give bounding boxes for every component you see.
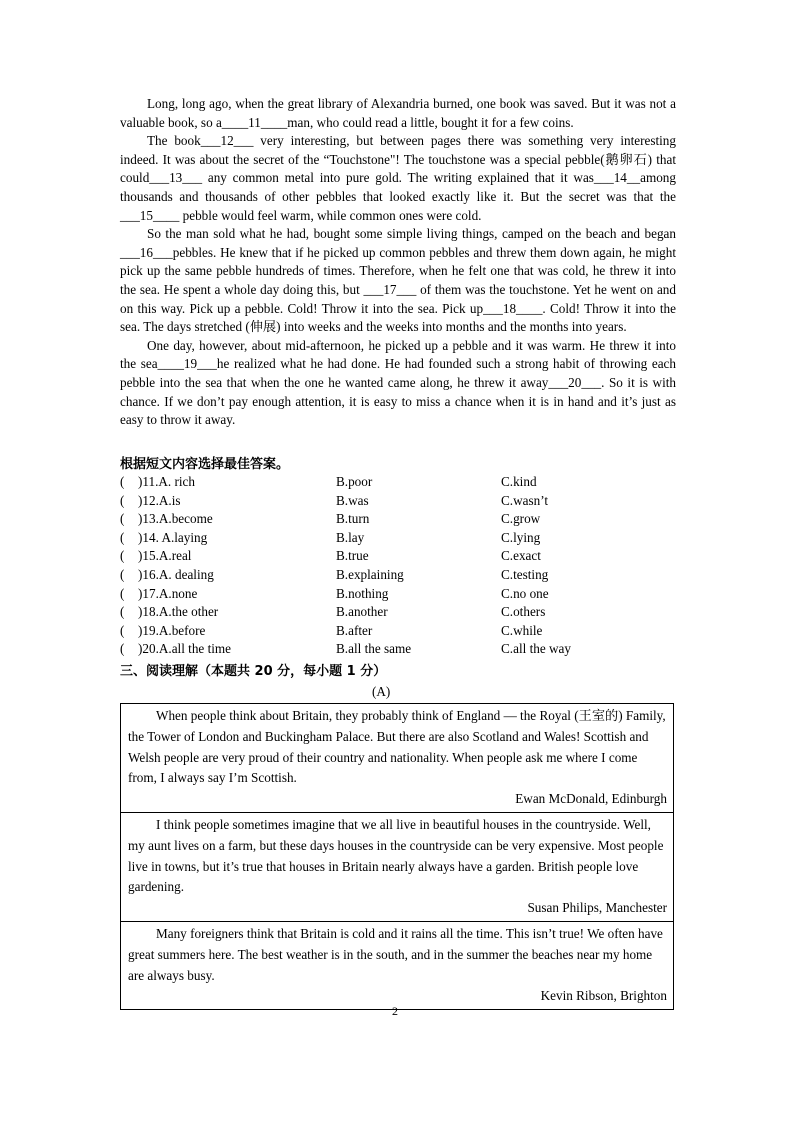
question-list xyxy=(120,473,680,659)
reading-entry xyxy=(121,922,673,1009)
option-c: C.while xyxy=(501,622,543,638)
option-c: C.exact xyxy=(501,548,541,564)
answer-blank[interactable]: ( xyxy=(120,492,125,508)
option-a: )12.A.is xyxy=(138,492,181,508)
section-title: 三、阅读理解（本题共 20 分，每小题 1 分） xyxy=(120,664,387,679)
entry-text: When people think about Britain, they probably think of England — the Royal (王室的) Family, the Tower of London and Buckingham Palace. But there are also Scotland and Wales! Scottish and Welsh people are very proud of their country and nationality. When people ask me where I come from, I always say I’m Scottish. xyxy=(128,708,666,786)
cloze-instruction: 根据短文内容选择最佳答案。 xyxy=(120,457,290,472)
question-row xyxy=(120,566,680,585)
option-c: C.no one xyxy=(501,585,549,601)
question-row xyxy=(120,510,680,529)
option-a: )16.A. dealing xyxy=(138,566,214,582)
answer-blank[interactable]: ( xyxy=(120,548,125,564)
question-row xyxy=(120,529,680,548)
option-c: C.lying xyxy=(501,529,541,545)
cloze-passage xyxy=(120,95,676,430)
option-a: )15.A.real xyxy=(138,548,192,564)
option-b: B.true xyxy=(336,548,369,564)
option-b: B.lay xyxy=(336,529,365,545)
reading-entry xyxy=(121,813,673,922)
part-label: (A) xyxy=(372,684,391,699)
question-row xyxy=(120,603,680,622)
question-row xyxy=(120,640,680,659)
answer-blank[interactable]: ( xyxy=(120,604,125,620)
answer-blank[interactable]: ( xyxy=(120,474,125,489)
entry-signature: Ewan McDonald, Edinburgh xyxy=(515,791,667,807)
answer-blank[interactable]: ( xyxy=(120,566,125,582)
option-c: C.all the way xyxy=(501,641,571,657)
option-a: )20.A.all the time xyxy=(138,641,232,657)
cloze-paragraph: One day, however, about mid-afternoon, he picked up a pebble and it was warm. He threw it into the sea____19___he realized what he had done. He had founded such a strong habit of throwing each pebble into the sea that when the one he wanted came along, he threw it away___20___. So it is with chance. If we don’t pay enough attention, it is easy to miss a chance when it is in hand and it’s just as easy to throw it away. xyxy=(120,337,676,428)
answer-blank[interactable]: ( xyxy=(120,511,125,527)
reading-table xyxy=(120,703,674,1010)
question-row xyxy=(120,473,680,492)
question-row xyxy=(120,492,680,511)
option-b: B.nothing xyxy=(336,585,389,601)
option-b: B.after xyxy=(336,622,373,638)
option-c: C.testing xyxy=(501,566,549,582)
answer-blank[interactable]: ( xyxy=(120,622,125,638)
entry-signature: Kevin Ribson, Brighton xyxy=(540,988,667,1004)
option-b: B.explaining xyxy=(336,566,404,582)
option-a: )17.A.none xyxy=(138,585,198,601)
option-b: B.poor xyxy=(336,474,373,489)
option-c: C.others xyxy=(501,604,546,620)
entry-signature: Susan Philips, Manchester xyxy=(527,900,667,916)
question-row xyxy=(120,622,680,641)
option-a: )19.A.before xyxy=(138,622,206,638)
reading-entry xyxy=(121,704,673,813)
entry-text: I think people sometimes imagine that we all live in beautiful houses in the countryside. Well, my aunt lives on a farm, but these days houses in the countryside can be very expensive. Most people live in towns, but it’s true that houses in Britain nearly always have a garden. British people love gardening. xyxy=(128,816,664,895)
option-b: B.all the same xyxy=(336,641,412,657)
option-a: )18.A.the other xyxy=(138,604,219,620)
cloze-paragraph: So the man sold what he had, bought some simple living things, camped on the beach and began ___16___pebbles. He knew that if he picked up common pebbles and threw them down again, he might pick up the same pebble hundreds of times. Therefore, when he felt one that was cold, he threw it into the sea. He spent a whole day doing this, but ___17___ of them was the touchstone. Yet he went on and on this way. Pick up a pebble. Cold! Throw it into the sea. Pick up___18____. Cold! Throw it into the sea. The days stretched (伸展) into weeks and the weeks into months and the months into years. xyxy=(120,226,676,335)
answer-blank[interactable]: ( xyxy=(120,585,125,601)
option-a: )11.A. rich xyxy=(138,474,196,489)
question-row xyxy=(120,585,680,604)
cloze-paragraph: The book___12___ very interesting, but between pages there was something very interesting indeed. It was about the secret of the “Touchstone"! The touchstone was a special pebble(鹅卵石) that could___13___ any common metal into pure gold. The writing explained that it was___14__among thousands and thousands of other pebbles that looked exactly like it. But the secret was that the ___15____ pebble would feel warm, while common ones were cold. xyxy=(120,133,676,223)
option-a: )13.A.become xyxy=(138,511,213,527)
answer-blank[interactable]: ( xyxy=(120,641,125,657)
option-c: C.kind xyxy=(501,474,537,489)
question-row xyxy=(120,547,680,566)
option-b: B.another xyxy=(336,604,388,620)
option-b: B.turn xyxy=(336,511,370,527)
option-a: )14. A.laying xyxy=(138,529,208,545)
option-c: C.wasn’t xyxy=(501,492,549,508)
option-b: B.was xyxy=(336,492,369,508)
page-number: 2 xyxy=(392,1004,398,1018)
entry-text: Many foreigners think that Britain is cold and it rains all the time. This isn’t true! We often have great summers here. The best weather is in the south, and in the summer the beaches near my home are always busy. xyxy=(128,925,663,983)
option-c: C.grow xyxy=(501,511,541,527)
answer-blank[interactable]: ( xyxy=(120,529,125,545)
cloze-paragraph: Long, long ago, when the great library of Alexandria burned, one book was saved. But it was not a valuable book, so a____11____man, who could read a little, bought it for a few coins. xyxy=(120,96,676,130)
